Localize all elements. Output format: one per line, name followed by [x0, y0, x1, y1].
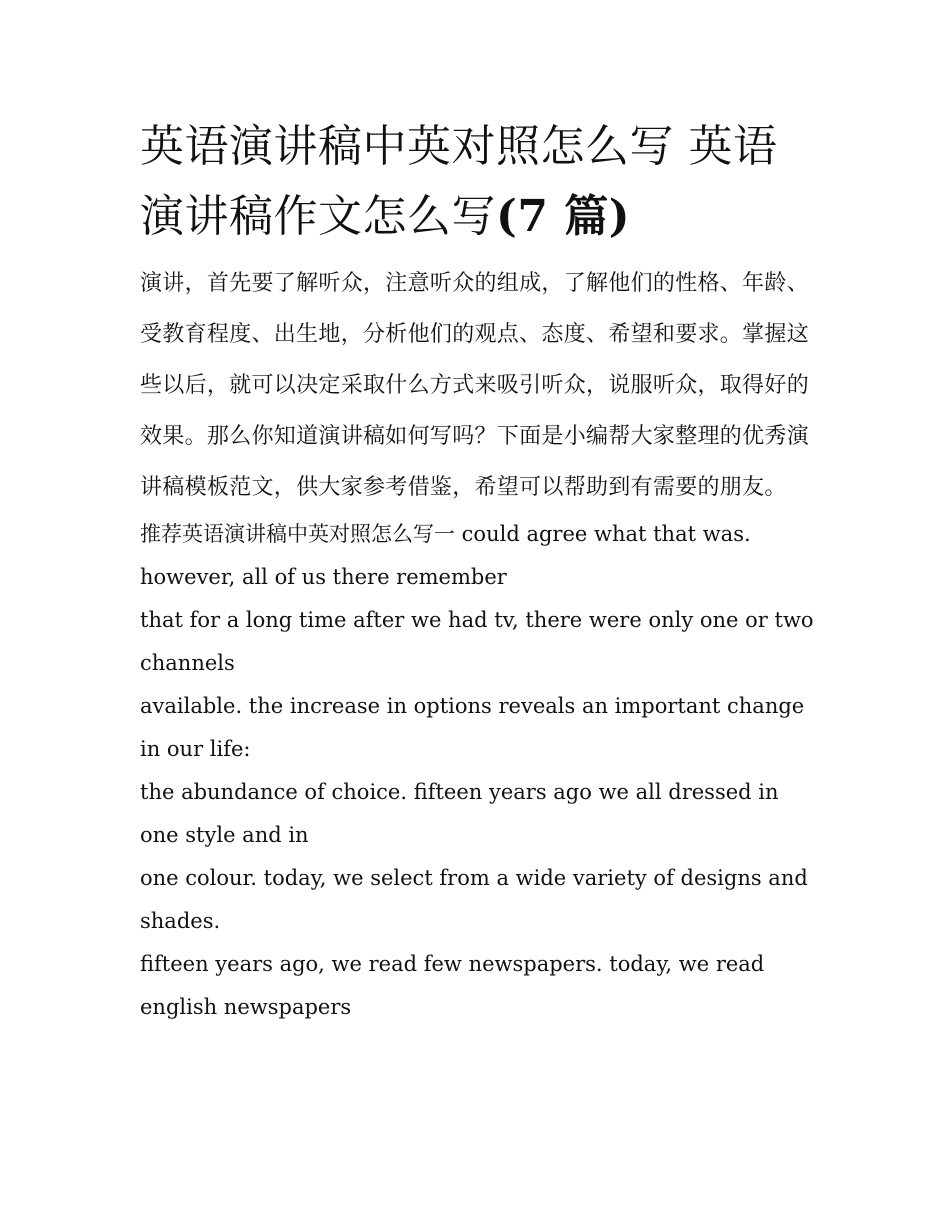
text-line-content: could agree what that was. however, all of us there remember	[140, 522, 751, 589]
text-line: that for a long time after we had tv, there were only one or two channels	[140, 608, 814, 675]
document-title	[140, 112, 820, 252]
text-line: the abundance of choice. fifteen years ago we all dressed in one style and in	[140, 780, 779, 847]
text-line: fifteen years ago, we read few newspapers. today, we read english newspapers	[140, 952, 765, 1019]
recommend-heading: 推荐英语演讲稿中英对照怎么写一	[140, 522, 455, 546]
document-page	[140, 112, 820, 1029]
text-line	[140, 513, 820, 599]
intro-paragraph: 演讲，首先要了解听众，注意听众的组成，了解他们的性格、年龄、受教育程度、出生地，分析他们的观点、态度、希望和要求。掌握这些以后，就可以决定采取什么方式来吸引听众，说服听众，取得好的效果。那么你知道演讲稿如何写吗？下面是小编帮大家整理的优秀演讲稿模板范文，供大家参考借鉴，希望可以帮助到有需要的朋友。	[140, 271, 810, 500]
text-line: one colour. today, we select from a wide variety of designs and shades.	[140, 866, 808, 933]
title-text: 英语演讲稿中英对照怎么写 英语演讲稿作文怎么写	[140, 121, 778, 242]
title-count: (7 篇)	[496, 191, 631, 242]
text-line: available. the increase in options reveals an important change in our life:	[140, 694, 805, 761]
english-text-block	[140, 513, 820, 1029]
